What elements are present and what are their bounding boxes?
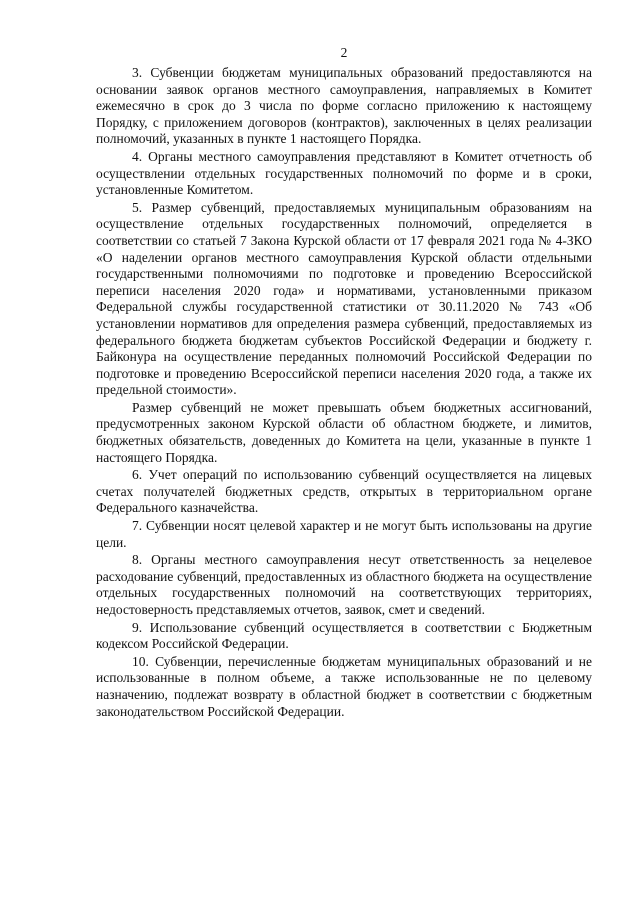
page-number: 2: [340, 45, 348, 60]
paragraph-6: 6. Учет операций по использованию субвенций осуществляется на лицевых счетах получателей бюджетных средств, открытых в территориальном органе Федерального казначейства.: [96, 467, 592, 516]
paragraph-3: 3. Субвенции бюджетам муниципальных образований предоставляются на основании заявок органов местного самоуправления, направляемых в Комитет ежемесячно в срок до 3 числа по форме согласно приложению к настоящему Порядку, с приложением договоров (контрактов), заключенных в целях реализации полномочий, указанных в пункте 1 настоящего Порядка.: [96, 65, 592, 147]
paragraph-5-continued: Размер субвенций не может превышать объем бюджетных ассигнований, предусмотренных законом Курской области об областном бюджете, и лимитов, бюджетных обязательств, доведенных до Комитета на цели, указанные в пункте 1 настоящего Порядка.: [96, 399, 592, 465]
paragraph-9: 9. Использование субвенций осуществляется в соответствии с Бюджетным кодексом Российской Федерации.: [96, 619, 592, 652]
paragraph-5: 5. Размер субвенций, предоставляемых муниципальным образованиям на осуществление отдельных государственных полномочий, определяется в соответствии со статьей 7 Закона Курской области от 17 февраля 2021 года № 4-ЗКО «О наделении органов местного самоуправления Курской области отдельными государственными полномочиями по подготовке и проведению Всероссийской переписи населения 2020 года» и нормативами, установленными приказом Федеральной службы государственной статистики от 30.11.2020 № 743 «Об установлении нормативов для определения размера субвенций, предоставляемых из федерального бюджета бюджетам субъектов Российской Федерации и бюджету г. Байконура на осуществление переданных полномочий Российской Федерации по подготовке и проведению Всероссийской переписи населения 2020 года, а также их предельной стоимости».: [96, 199, 592, 398]
paragraph-4: 4. Органы местного самоуправления представляют в Комитет отчетность об осуществлении отдельных государственных полномочий по форме и в сроки, установленные Комитетом.: [96, 148, 592, 198]
paragraph-8: 8. Органы местного самоуправления несут ответственность за нецелевое расходование субвенций, предоставленных из областного бюджета на осуществление отдельных государственных полномочий на соответствующих территориях, недостоверность представляемых отчетов, заявок, смет и сведений.: [96, 552, 592, 617]
paragraph-7: 7. Субвенции носят целевой характер и не могут быть использованы на другие цели.: [96, 518, 592, 550]
paragraph-10: 10. Субвенции, перечисленные бюджетам муниципальных образований и не использованные в полном объеме, а также использованные не по целевому назначению, подлежат возврату в областной бюджет в соответствии с бюджетным законодательством Российской Федерации.: [96, 653, 592, 719]
